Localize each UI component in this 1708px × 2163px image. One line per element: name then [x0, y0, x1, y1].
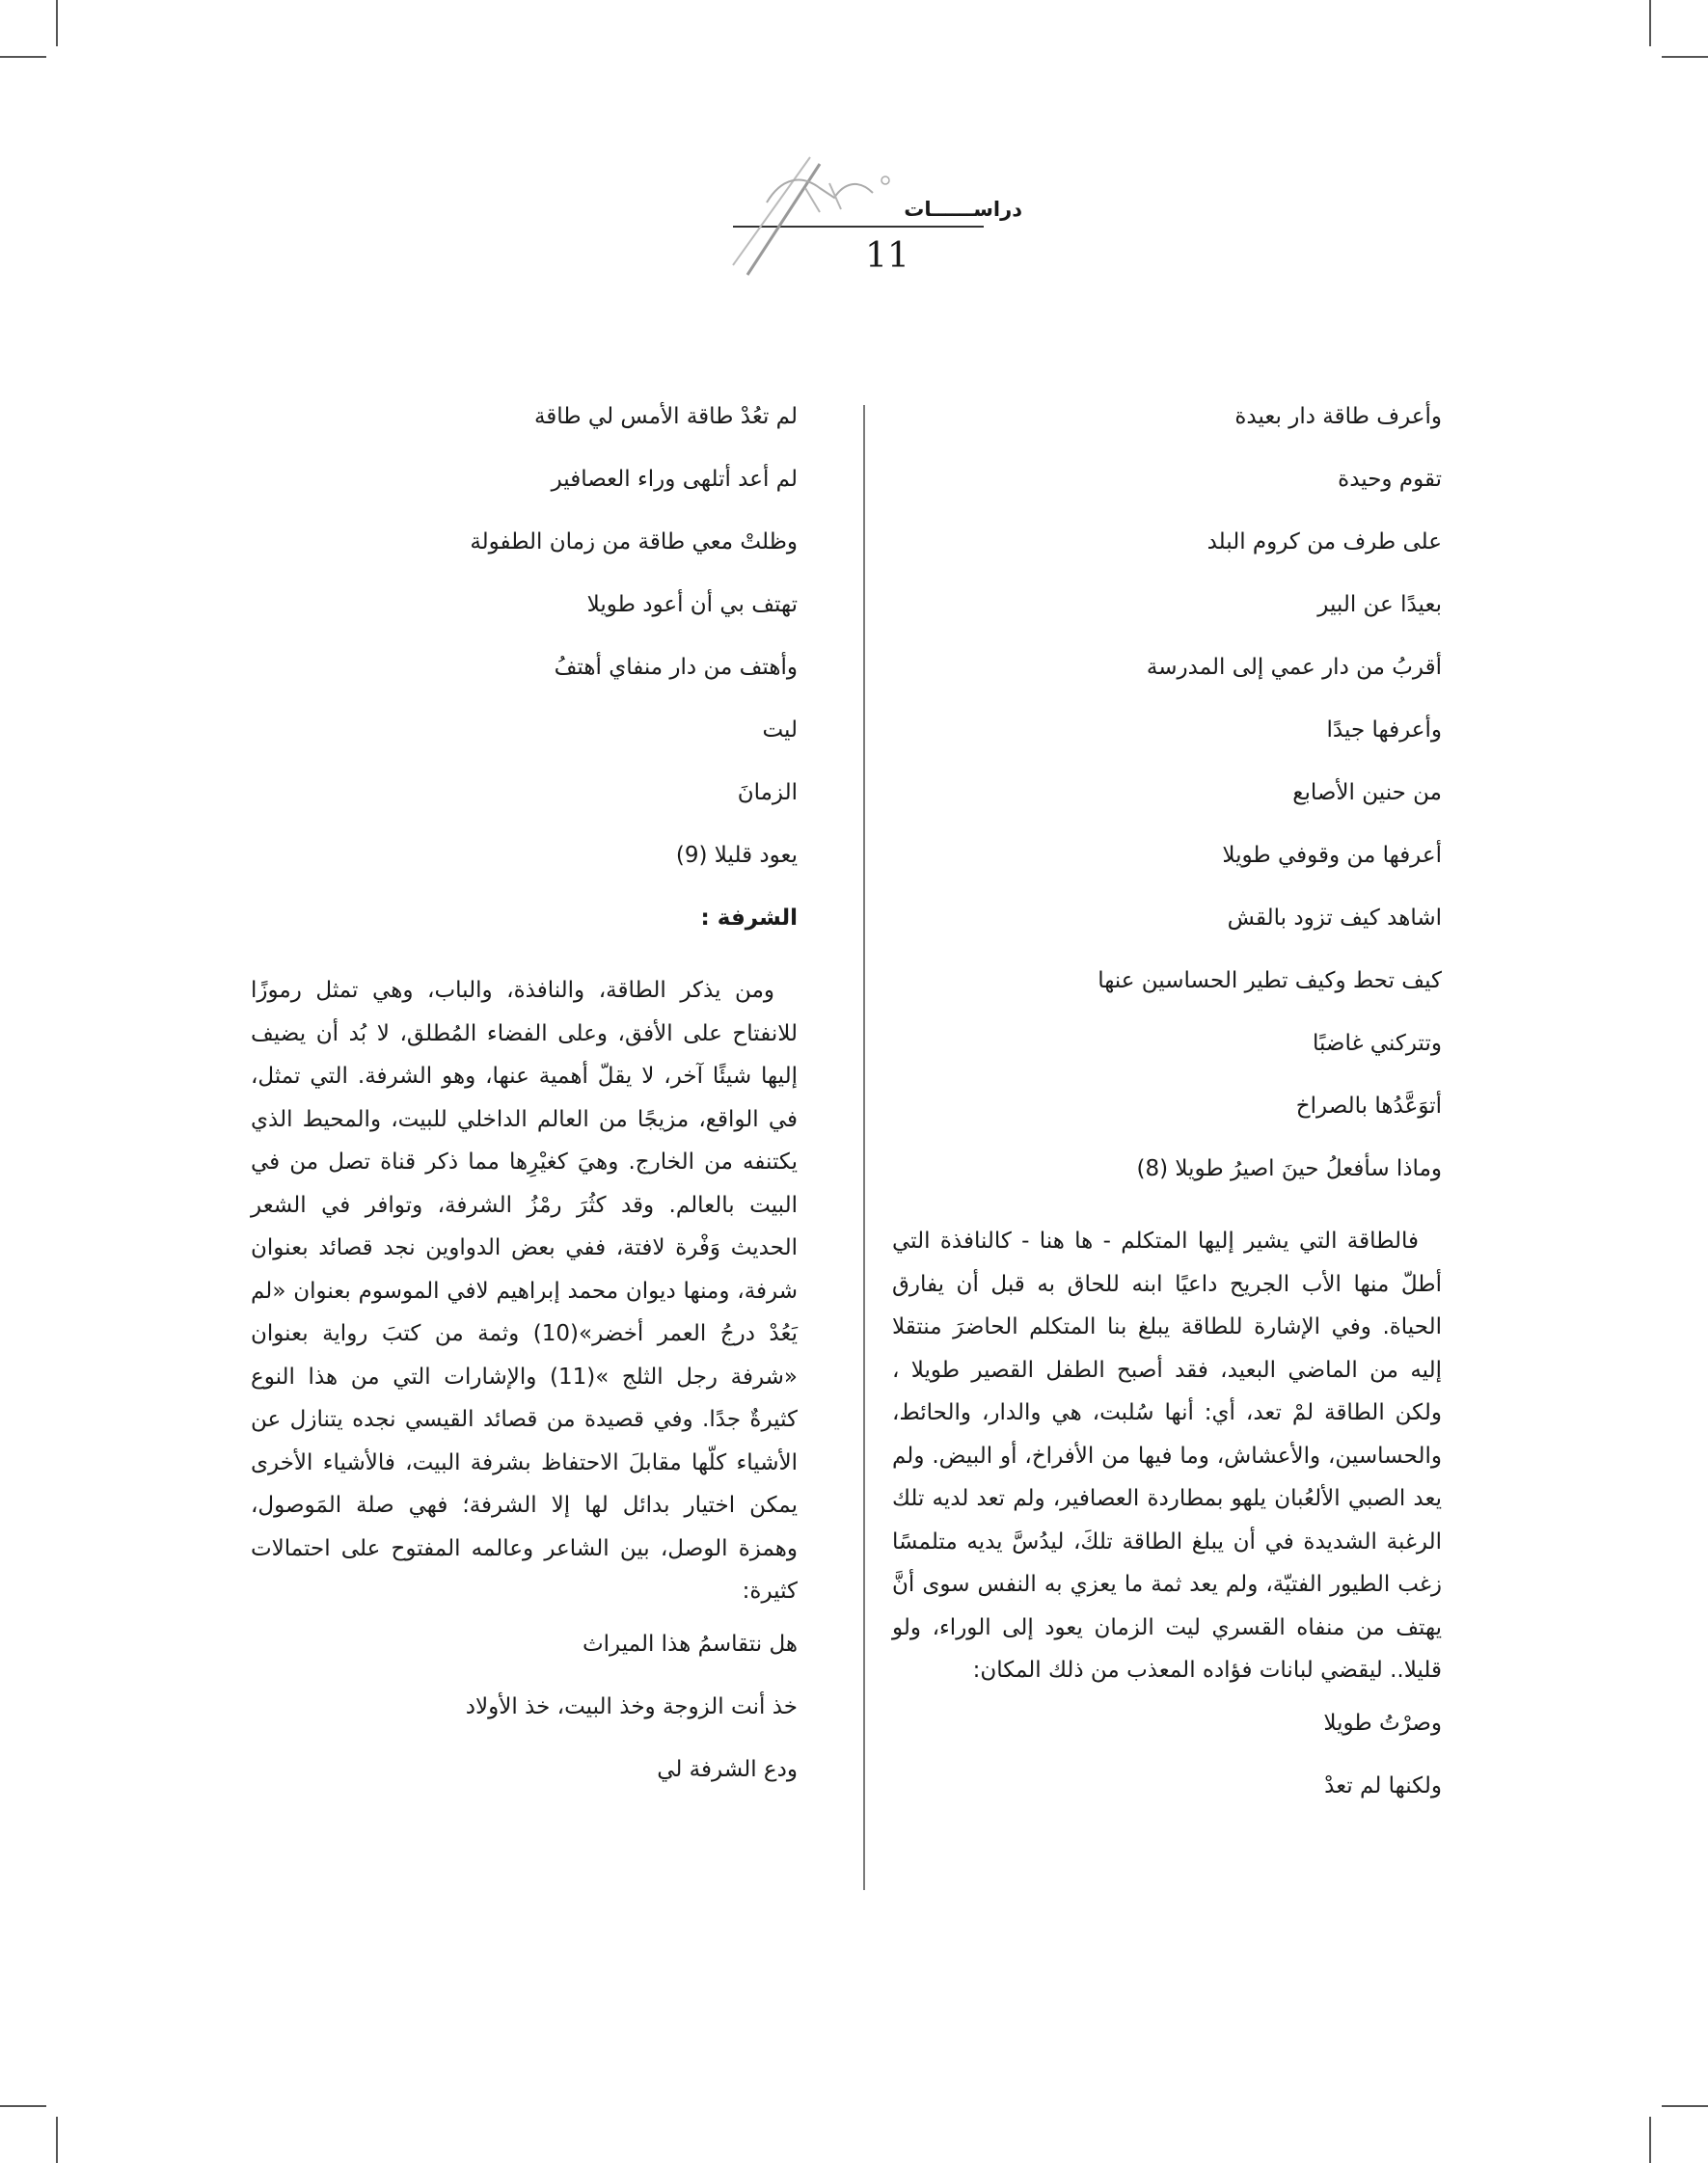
verse-line: وأعرفها جيدًا — [1326, 717, 1442, 743]
verse-line: ولكنها لم تعدْ — [1324, 1772, 1442, 1798]
verse-line: من حنين الأصابع — [1292, 780, 1442, 805]
crop-mark — [1662, 56, 1708, 58]
verse-line: كيف تحط وكيف تطير الحساسين عنها — [1098, 968, 1442, 993]
paragraph-text: فالطاقة التي يشير إليها المتكلم - ها هنا - كالنافذة التي أطلّ منها الأب الجريح داعيًا ابنه للحاق به قبل أن يفارق الحياة. وفي الإشارة للطاقة يبلغ بنا المتكلم الحاضرَ منتقلا إليه من الماضي البعيد، فقد أصبح الطفل القصير طويلا ، ولكن الطاقة لمْ تعد، أي: أنها سُلبت، هي والدار، والحائط، والحساسين، والأعشاش، وما فيها من الأفراخ، أو البيض. ولم يعد الصبي الألعُبان يلهو بمطاردة العصافير، ولم تعد لديه تلك الرغبة الشديدة في أن يبلغ الطاقة تلكَ، ليدُسَّ يديه متلمسًا زغب الطيور الفتيّة، ولم يعد ثمة ما يعزي به النفس سوى أنَّ يهتف من منفاه القسري ليت الزمان يعود إلى الوراء، ولو قليلا.. ليقضي لبانات فؤاده المعذب من ذلك المكان: — [892, 1229, 1442, 1683]
verse-line: لم تعُدْ طاقة الأمس لي طاقة — [533, 404, 798, 429]
verse-line: بعيدًا عن البير — [1317, 592, 1442, 617]
verse-line: وأعرف طاقة دار بعيدة — [1234, 404, 1442, 429]
verse-line: وماذا سأفعلُ حينَ اصيرُ طويلا (8) — [1136, 1156, 1442, 1181]
left-column — [251, 393, 798, 1809]
verse-line: تهتف بي أن أعود طويلا — [586, 592, 798, 617]
verse-line: على طرف من كروم البلد — [1206, 529, 1442, 554]
verse-line: وظلتْ معي طاقة من زمان الطفولة — [470, 529, 798, 554]
verse-line: الزمانَ — [737, 780, 798, 805]
crop-mark — [1649, 0, 1651, 46]
verse-line: هل نتقاسمُ هذا الميراث — [582, 1631, 798, 1657]
crop-mark — [0, 56, 46, 58]
crop-mark — [1649, 2117, 1651, 2163]
verse-line: أعرفها من وقوفي طويلا — [1222, 843, 1442, 868]
verse-line: يعود قليلا (9) — [675, 843, 798, 868]
paragraph-text: ومن يذكر الطاقة، والنافذة، والباب، وهي تمثل رموزًا للانفتاح على الأفق، وعلى الفضاء المُطلق، لا بُد أن يضيف إليها شيئًا آخر، لا يقلّ أهمية عنها، وهو الشرفة. التي تمثل، في الواقع، مزيجًا من العالم الداخلي للبيت، والمحيط الذي يكتنفه من الخارج. وهيَ كغيْرِها مما ذكر قناة تصل من في البيت بالعالم. وقد كثُرَ رمْزُ الشرفة، وتوافر في الشعر الحديث وَفْرة لافتة، ففي بعض الدواوين نجد قصائد بعنوان شرفة، ومنها ديوان محمد إبراهيم لافي الموسوم بعنوان «لم يَعُدْ درجُ العمر أخضر»(10) وثمة من كتبَ رواية بعنوان «شرفة رجل الثلج »(11) والإشارات التي من هذا النوع كثيرةٌ جدًا. وفي قصيدة من قصائد القيسي نجده يتنازل عن الأشياء كلّها مقابلَ الاحتفاظ بشرفة البيت، فالأشياء الأخرى يمكن اختيار بدائل لها إلا الشرفة؛ فهي صلة المَوصول، وهمزة الوصل، بين الشاعر وعالمه المفتوح على احتمالات كثيرة: — [251, 978, 799, 1604]
verse-line: وتتركني غاضبًا — [1312, 1031, 1442, 1056]
page-header — [675, 130, 1022, 284]
crop-mark — [56, 2117, 58, 2163]
verse-line: خذ أنت الزوجة وخذ البيت، خذ الأولاد — [465, 1693, 798, 1719]
column-divider — [863, 405, 865, 1890]
body-paragraph — [251, 969, 798, 1613]
section-title: دراســــــات — [904, 198, 1022, 221]
crop-mark — [56, 0, 58, 46]
verse-line: اشاهد كيف تزود بالقش — [1227, 906, 1442, 931]
verse-line: تقوم وحيدة — [1338, 467, 1442, 492]
crop-mark — [1662, 2105, 1708, 2107]
page-number: 11 — [865, 236, 909, 276]
verse-line: لم أعد أتلهى وراء العصافير — [551, 467, 798, 492]
verse-line: ودع الشرفة لي — [657, 1756, 798, 1782]
verse-line: أتوَعَّدُها بالصراخ — [1295, 1094, 1442, 1119]
right-column — [892, 393, 1442, 1825]
verse-line: وصرْتُ طويلا — [1323, 1710, 1442, 1736]
section-heading: الشرفة : — [700, 906, 798, 931]
verse-line: وأهتف من دار منفاي أهتفُ — [554, 655, 798, 680]
crop-mark — [0, 2105, 46, 2107]
body-paragraph — [892, 1220, 1442, 1692]
verse-line: ليت — [762, 717, 798, 743]
verse-line: أقربُ من دار عمي إلى المدرسة — [1146, 655, 1442, 680]
